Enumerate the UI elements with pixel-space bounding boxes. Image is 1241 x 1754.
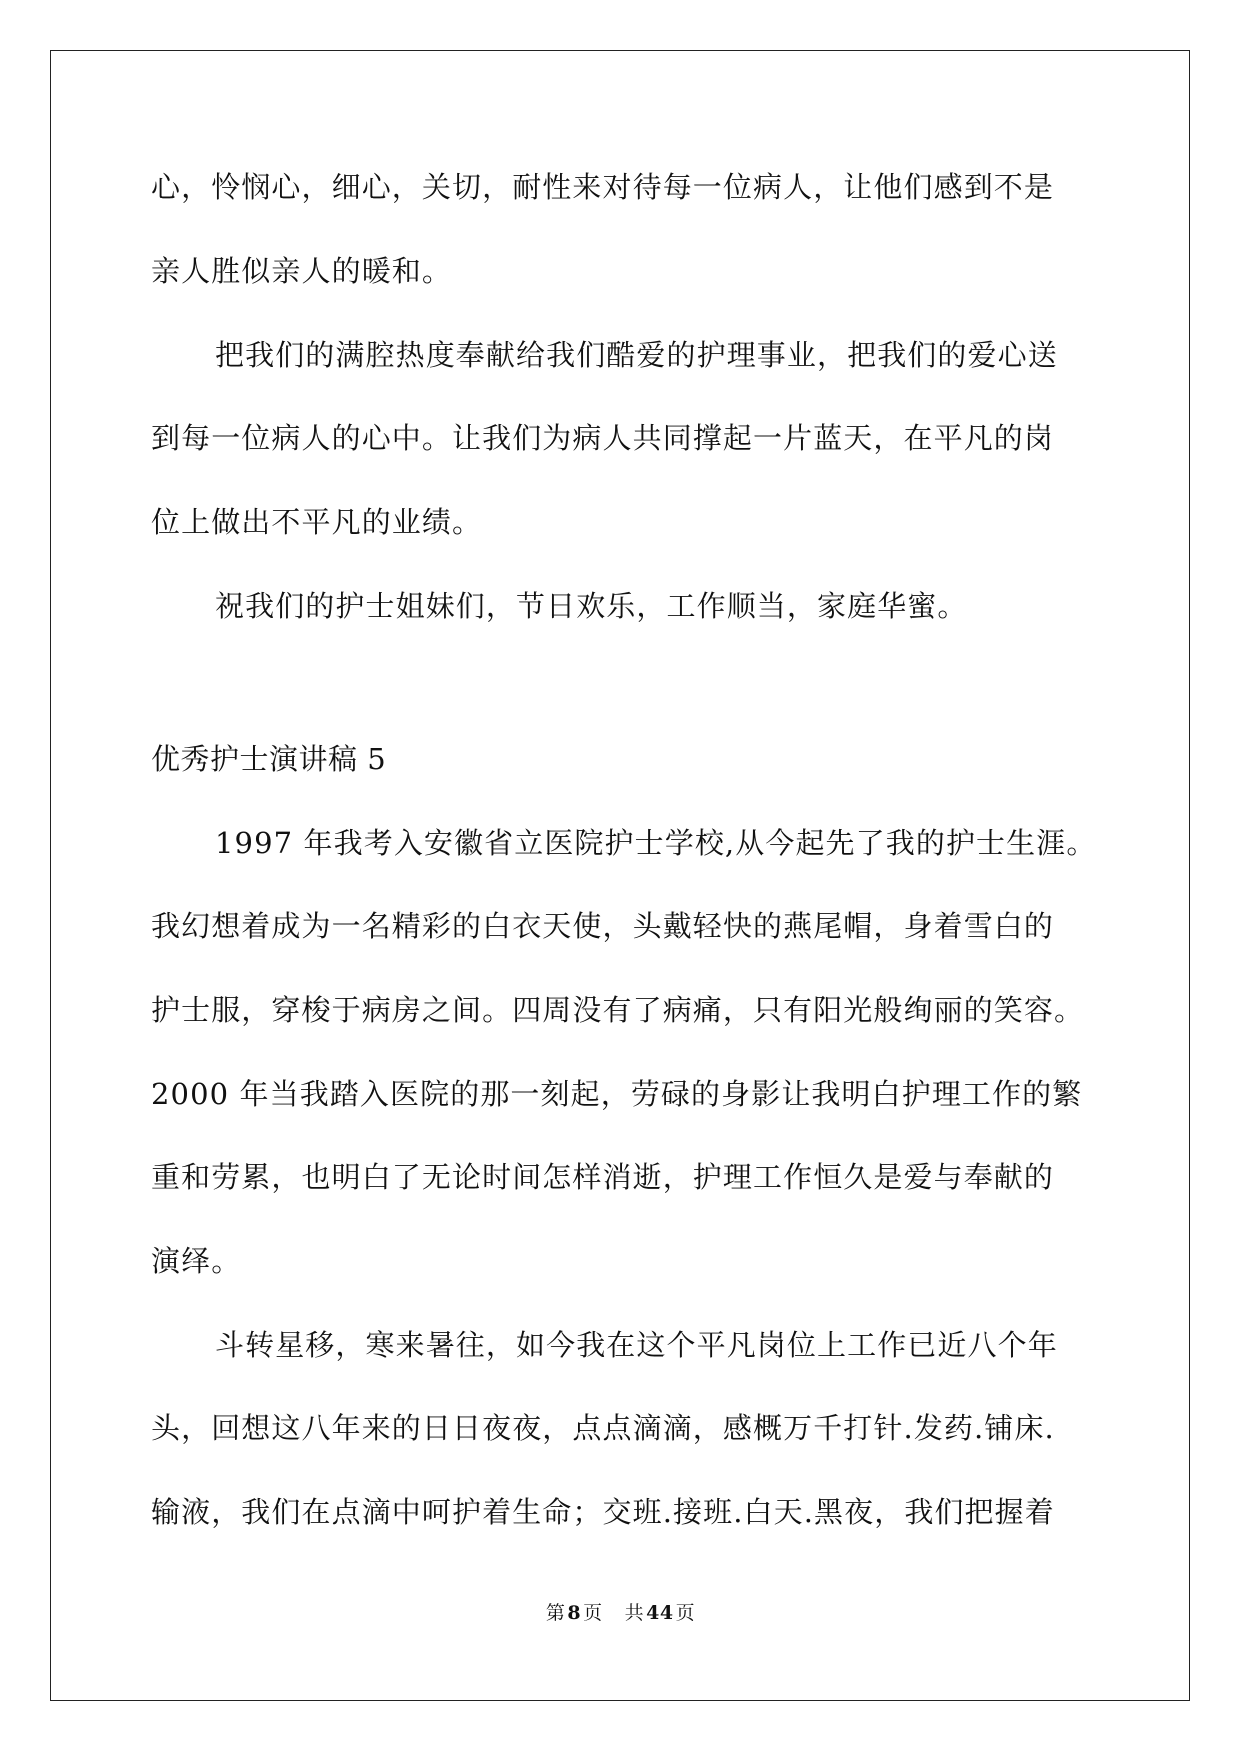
text-line: 头，回想这八年来的日日夜夜，点点滴滴，感概万千打针.发药.铺床. [151, 1411, 1055, 1445]
total-page-count: 44 [646, 1602, 674, 1624]
text-line: 到每一位病人的心中。让我们为病人共同撑起一片蓝天，在平凡的岗 [151, 421, 1055, 455]
paragraph-start: 祝我们的护士姐妹们，节日欢乐，工作顺当，家庭华蜜。 [215, 589, 968, 623]
paragraph-start: 把我们的满腔热度奉献给我们酷爱的护理事业，把我们的爱心送 [215, 338, 1058, 372]
footer-prefix: 第 [545, 1602, 566, 1624]
page-border [50, 50, 1190, 1701]
text-line: 位上做出不平凡的业绩。 [151, 505, 483, 539]
text-line: 重和劳累，也明白了无论时间怎样消逝，护理工作恒久是爱与奉献的 [151, 1160, 1055, 1194]
paragraph-start: 1997 年我考入安徽省立医院护士学校,从今起先了我的护士生涯。 [215, 826, 1097, 860]
paragraph-start: 斗转星移，寒来暑往，如今我在这个平凡岗位上工作已近八个年 [215, 1328, 1058, 1362]
page-footer [0, 1598, 1241, 1625]
current-page-number: 8 [567, 1602, 582, 1624]
text-line: 护士服，穿梭于病房之间。四周没有了病痛，只有阳光般绚丽的笑容。 [151, 993, 1085, 1027]
footer-total-prefix: 共 [624, 1602, 645, 1624]
text-line: 输液，我们在点滴中呵护着生命；交班.接班.白天.黑夜，我们把握着 [151, 1495, 1055, 1529]
footer-total-suffix: 页 [675, 1602, 696, 1624]
footer-page-word: 页 [583, 1602, 603, 1624]
text-line: 亲人胜似亲人的暖和。 [151, 254, 453, 288]
text-line: 演绎。 [151, 1244, 242, 1278]
section-heading: 优秀护士演讲稿 5 [151, 742, 387, 776]
text-line: 2000 年当我踏入医院的那一刻起，劳碌的身影让我明白护理工作的繁 [151, 1077, 1083, 1111]
text-line: 心，怜悯心，细心，关切，耐性来对待每一位病人，让他们感到不是 [151, 170, 1055, 204]
text-line: 我幻想着成为一名精彩的白衣天使，头戴轻快的燕尾帽，身着雪白的 [151, 909, 1055, 943]
